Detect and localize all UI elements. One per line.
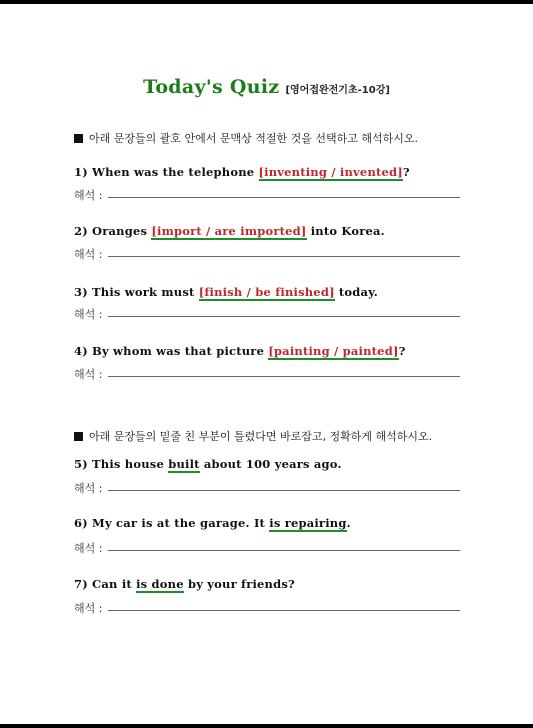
question-7: 7) Can it is done by your friends? [74,577,295,591]
answer-line [108,376,460,377]
answer-field-3[interactable] [74,306,460,322]
answer-label: 해석 : [74,308,103,321]
question-4-choice: [painting / painted] [268,344,399,358]
question-6-underlined: is repairing [269,516,347,530]
section-1-instruction [74,130,418,146]
title-row [0,76,533,98]
page-subtitle: [영어접완전기초-10강] [285,85,390,96]
question-5: 5) This house built about 100 years ago. [74,457,342,471]
question-2: 2) Oranges [import / are imported] into Korea. [74,224,385,238]
answer-label: 해석 : [74,248,103,261]
square-bullet-icon [74,134,83,143]
answer-line [108,316,460,317]
answer-line [108,610,460,611]
answer-label: 해석 : [74,189,103,202]
answer-field-2[interactable] [74,246,460,262]
square-bullet-icon [74,432,83,441]
answer-line [108,550,460,551]
question-2-choice: [import / are imported] [151,224,307,238]
answer-label: 해석 : [74,602,103,615]
section-2-instruction [74,428,432,444]
page-title: Today's Quiz [143,76,280,98]
question-3: 3) This work must [finish / be finished] today. [74,285,378,299]
answer-line [108,490,460,491]
answer-line [108,256,460,257]
answer-field-1[interactable] [74,187,460,203]
question-5-underlined: built [168,457,200,471]
answer-field-7[interactable] [74,600,460,616]
answer-field-4[interactable] [74,366,460,382]
question-1: 1) When was the telephone [inventing / invented]? [74,165,410,179]
answer-label: 해석 : [74,482,103,495]
question-3-choice: [finish / be finished] [198,285,335,299]
question-1-choice: [inventing / invented] [258,165,403,179]
section-2-text: 아래 문장들의 밑줄 친 부분이 틀렸다면 바로잡고, 정확하게 해석하시오. [89,430,433,443]
question-7-underlined: is done [136,577,184,591]
answer-line [108,197,460,198]
answer-field-5[interactable] [74,480,460,496]
answer-label: 해석 : [74,542,103,555]
question-4: 4) By whom was that picture [painting / painted]? [74,344,406,358]
answer-label: 해석 : [74,368,103,381]
quiz-page [0,4,533,724]
question-6: 6) My car is at the garage. It is repairing. [74,516,351,530]
answer-field-6[interactable] [74,540,460,556]
section-1-text: 아래 문장들의 괄호 안에서 문맥상 적절한 것을 선택하고 해석하시오. [89,132,418,145]
